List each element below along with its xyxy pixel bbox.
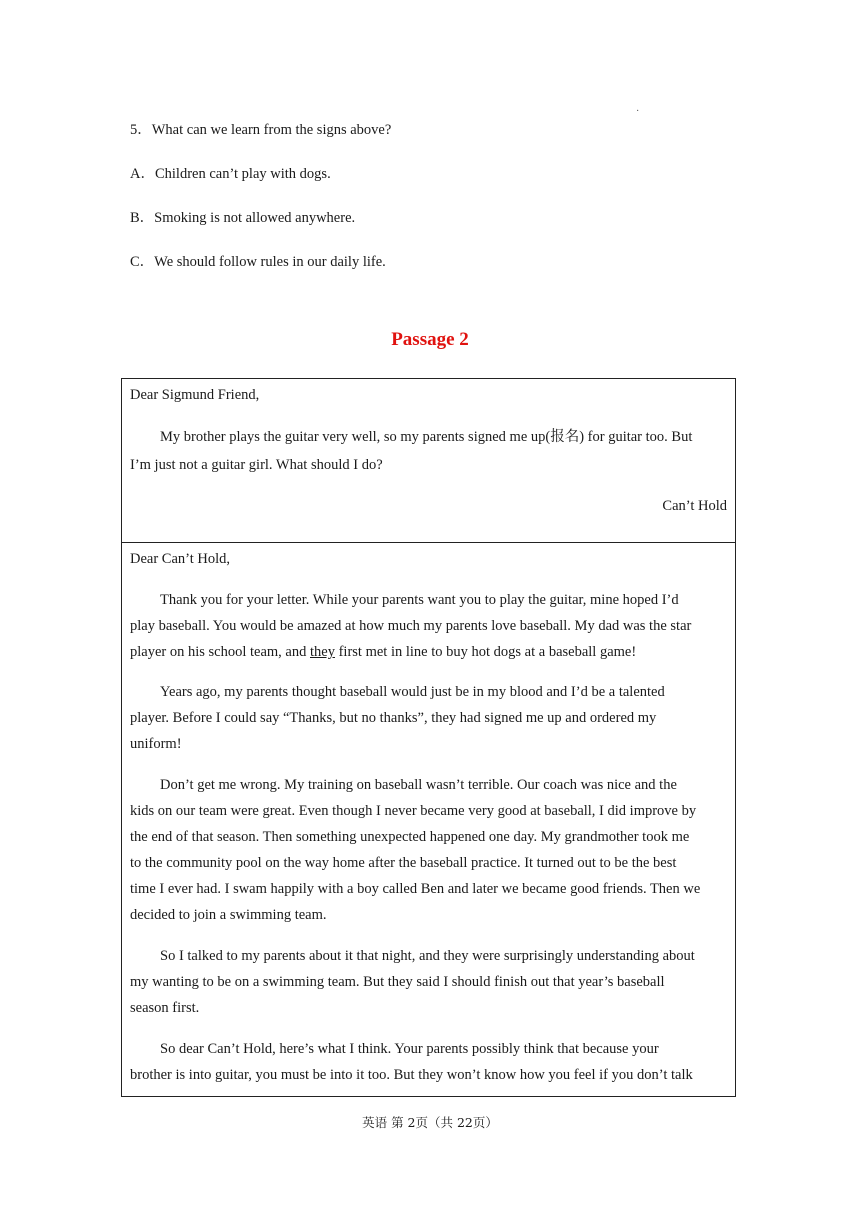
letter2-p1-line: Thank you for your letter. While your parents want you to play the guitar, mine hoped I’d: [160, 592, 679, 608]
option-b: B．Smoking is not allowed anywhere.: [130, 210, 356, 226]
question-stem: 5．What can we learn from the signs above?: [130, 122, 392, 138]
letter1-line: I’m just not a guitar girl. What should I do?: [130, 457, 383, 473]
letter1-greeting: Dear Sigmund Friend,: [130, 387, 260, 403]
letter2-p4-line: my wanting to be on a swimming team. But they said I should finish out that year’s baseball: [130, 974, 665, 990]
passage-title: Passage 2: [391, 329, 469, 350]
letter2-p3-line: the end of that season. Then something unexpected happened one day. My grandmother took me: [130, 829, 690, 845]
letter1-signature: Can’t Hold: [662, 498, 727, 514]
option-a: A．Children can’t play with dogs.: [130, 166, 331, 182]
letter2-p4-line: season first.: [130, 1000, 200, 1016]
letter2-p5-line: brother is into guitar, you must be into it too. But they won’t know how you feel if you don’t talk: [130, 1067, 693, 1083]
letter2-p3-line: kids on our team were great. Even though I never became very good at baseball, I did improve by: [130, 803, 697, 819]
letter2-p2-line: Years ago, my parents thought baseball would just be in my blood and I’d be a talented: [160, 684, 665, 700]
letters-table: [121, 378, 736, 1097]
page-footer: 英语 第 2页（共 22页）: [362, 1115, 498, 1130]
letter2-p1-line: play baseball. You would be amazed at how much my parents love baseball. My dad was the star: [130, 618, 692, 634]
letter2-p3-line: to the community pool on the way home after the baseball practice. It turned out to be the best: [130, 855, 677, 871]
letter2-p4-line: So I talked to my parents about it that night, and they were surprisingly understanding about: [160, 948, 695, 964]
page-dot: ·: [636, 106, 640, 117]
letter2-p1-text: first met in line to buy hot dogs at a baseball game!: [334, 644, 637, 660]
letter2-p2-line: player. Before I could say “Thanks, but no thanks”, they had signed me up and ordered my: [130, 710, 657, 726]
letter2-p3-line: decided to join a swimming team.: [130, 907, 327, 923]
letter2-p1-line: [130, 642, 636, 662]
letter2-p1-text: player on his school team, and: [130, 644, 310, 660]
letter2-p3-line: Don’t get me wrong. My training on baseball wasn’t terrible. Our coach was nice and the: [160, 777, 677, 793]
letter1-line: My brother plays the guitar very well, so my parents signed me up(报名) for guitar too. But: [160, 429, 693, 445]
letter2-p2-line: uniform!: [130, 736, 182, 752]
letter2-greeting: Dear Can’t Hold,: [130, 551, 230, 567]
underlined-word-they: they: [310, 644, 335, 660]
table-divider: [122, 542, 735, 543]
option-c: C．We should follow rules in our daily life.: [130, 254, 386, 270]
letter2-p3-line: time I ever had. I swam happily with a boy called Ben and later we became good friends. Then we: [130, 881, 701, 897]
letter2-p5-line: So dear Can’t Hold, here’s what I think. Your parents possibly think that because your: [160, 1041, 659, 1057]
